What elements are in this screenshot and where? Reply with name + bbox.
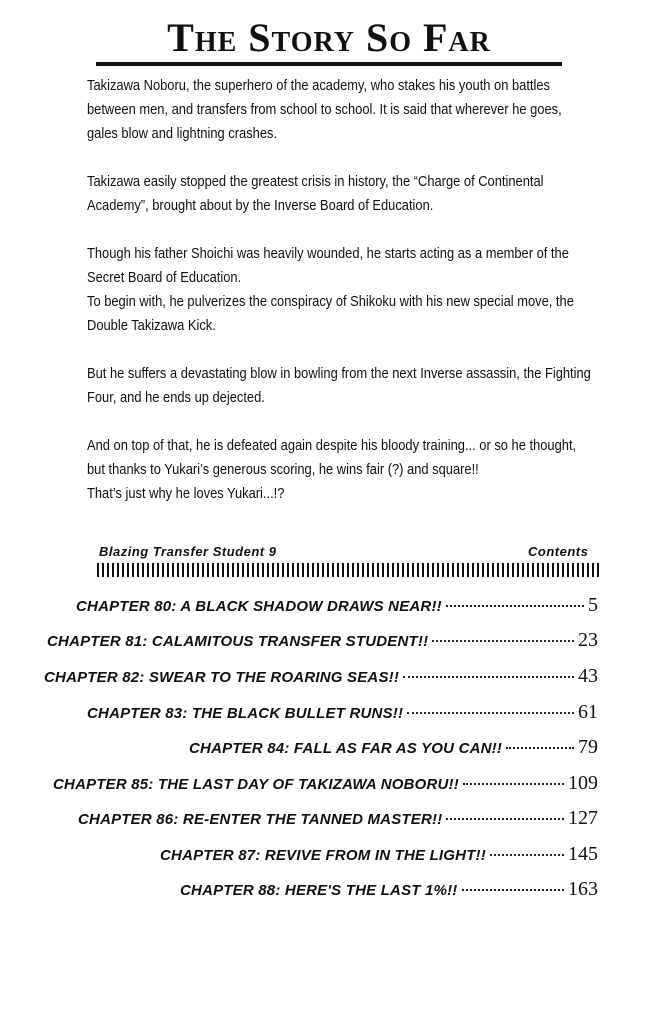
dot-leader — [490, 854, 564, 856]
summary-line: But he suffers a devastating blow in bowling from the next Inverse assassin, the Fighting — [87, 365, 591, 382]
dot-leader — [446, 818, 564, 820]
contents-label: Contents — [528, 544, 589, 559]
summary-line: Four, and he ends up dejected. — [87, 389, 265, 406]
summary-line: gales blow and lightning crashes. — [87, 125, 278, 142]
summary-line: but thanks to Yukari’s generous scoring, he wins fair (?) and square!! — [87, 461, 479, 478]
dot-leader — [506, 747, 574, 749]
summary-line: To begin with, he pulverizes the conspiracy of Shikoku with his new special move, the — [87, 293, 574, 310]
summary-line: Takizawa Noboru, the superhero of the academy, who stakes his youth on battles — [87, 77, 550, 94]
chapter-title: CHAPTER 83: THE BLACK BULLET RUNS!! — [87, 705, 404, 722]
chapter-title: CHAPTER 80: A BLACK SHADOW DRAWS NEAR!! — [76, 598, 442, 615]
summary-paragraph — [87, 362, 647, 410]
toc-entry-chapter-80 — [76, 594, 598, 622]
summary-line: between men, and transfers from school to school. It is said that wherever he goes, — [87, 101, 562, 118]
summary-line: Academy”, brought about by the Inverse Board of Education. — [87, 197, 434, 214]
summary-line: Though his father Shoichi was heavily wounded, he starts acting as a member of the — [87, 245, 569, 262]
dot-leader — [403, 676, 574, 678]
dot-leader — [446, 605, 584, 607]
page-number: 43 — [578, 665, 598, 687]
summary-paragraph — [87, 170, 647, 218]
summary-line: That’s just why he loves Yukari...!? — [87, 485, 285, 502]
page-number: 79 — [578, 736, 598, 758]
series-label: Blazing Transfer Student 9 — [99, 544, 277, 559]
toc-entry-chapter-85 — [53, 772, 598, 800]
dot-leader — [463, 783, 564, 785]
summary-paragraph — [87, 242, 647, 338]
chapter-title: CHAPTER 88: HERE'S THE LAST 1%!! — [180, 882, 458, 899]
toc-entry-chapter-86 — [78, 807, 598, 835]
chapter-title: CHAPTER 82: SWEAR TO THE ROARING SEAS!! — [44, 669, 400, 686]
title-underline — [96, 62, 562, 66]
dot-leader — [462, 889, 565, 891]
summary-line: Double Takizawa Kick. — [87, 317, 216, 334]
page-number: 61 — [578, 701, 598, 723]
toc-entry-chapter-82 — [44, 665, 598, 693]
summary-line: Takizawa easily stopped the greatest crisis in history, the “Charge of Continental — [87, 173, 544, 190]
chapter-title: CHAPTER 85: THE LAST DAY OF TAKIZAWA NOBORU!! — [53, 776, 459, 793]
summary-paragraph — [87, 74, 647, 146]
toc-divider — [97, 563, 599, 577]
page-number: 109 — [568, 772, 598, 794]
chapter-title: CHAPTER 84: FALL AS FAR AS YOU CAN!! — [189, 740, 503, 757]
toc-entry-chapter-87 — [160, 843, 598, 871]
toc-entry-chapter-84 — [189, 736, 598, 764]
chapter-title: CHAPTER 86: RE-ENTER THE TANNED MASTER!! — [78, 811, 443, 828]
toc-entry-chapter-88 — [180, 878, 598, 906]
page-number: 163 — [568, 878, 598, 900]
toc-entry-chapter-81 — [47, 629, 598, 657]
summary-line: Secret Board of Education. — [87, 269, 242, 286]
page-number: 145 — [568, 843, 598, 865]
page-number: 127 — [568, 807, 598, 829]
page-number: 23 — [578, 629, 598, 651]
chapter-title: CHAPTER 87: REVIVE FROM IN THE LIGHT!! — [160, 847, 486, 864]
summary-paragraph — [87, 434, 647, 506]
toc-entry-chapter-83 — [87, 701, 598, 729]
chapter-title: CHAPTER 81: CALAMITOUS TRANSFER STUDENT!! — [47, 633, 429, 650]
page-title: The Story So Far — [167, 15, 491, 60]
dot-leader — [407, 712, 574, 714]
page-number: 5 — [588, 594, 598, 616]
story-summary — [87, 74, 647, 530]
dot-leader — [432, 640, 574, 642]
summary-line: And on top of that, he is defeated again despite his bloody training... or so he thought, — [87, 437, 577, 454]
